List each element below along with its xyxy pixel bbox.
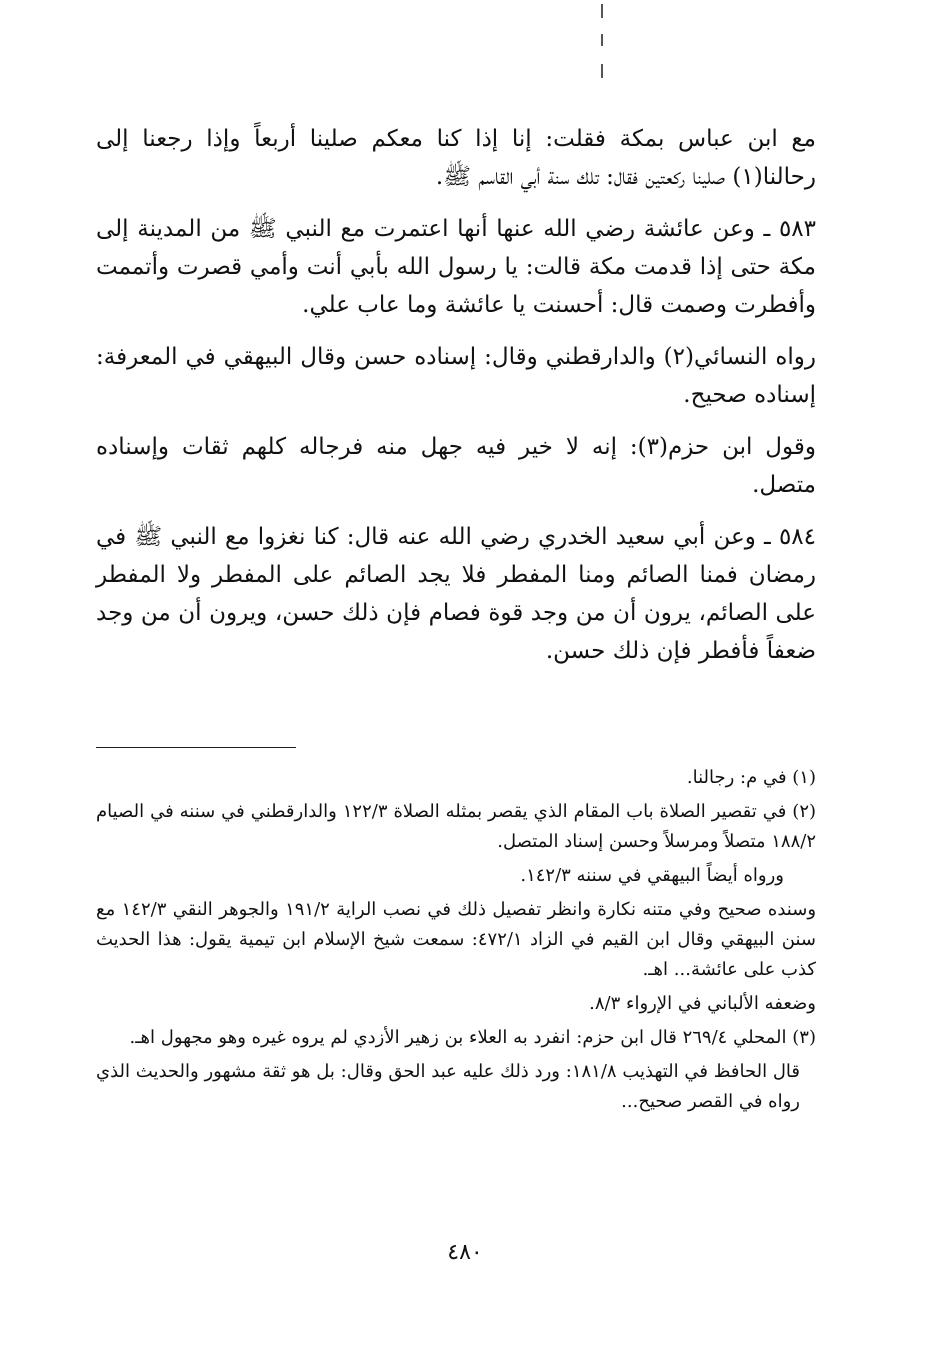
scan-speck-top: [601, 64, 603, 78]
body-paragraph-583: ٥٨٣ ـ وعن عائشة رضي الله عنها أنها اعتمرت مع النبي ﷺ من المدينة إلى مكة حتى إذا قدمت مكة قالت: يا رسول الله بأبي أنت وأمي قصرت وأتممت وأفطرت وصمت قال: أحسنت يا عائشة وما عاب علي.: [96, 216, 816, 318]
body-paragraph-584: ٥٨٤ ـ وعن أبي سعيد الخدري رضي الله عنه قال: كنا نغزوا مع النبي ﷺ في رمضان فمنا الصائم ومنا المفطر فلا يجد الصائم على المفطر ولا المفطر على الصائم، يرون أن من وجد قوة فصام فإن ذلك حسن، ويرون أن من وجد ضعفاً فأفطر فإن ذلك حسن.: [96, 524, 816, 664]
footnote-2-continuation: ورواه أيضاً البيهقي في سننه ١٤٢/٣.: [520, 865, 784, 886]
footnote-3-note: قال الحافظ في التهذيب ١٨١/٨: ورد ذلك عليه عبد الحق وقال: بل هو ثقة مشهور والحديث الذي رواه في القصر صحيح...: [96, 1061, 800, 1112]
footnote-2-note: وسنده صحيح وفي متنه نكارة وانظر تفصيل ذلك في نصب الراية ١٩١/٢ والجوهر النقي ١٤٢/٣ مع سنن البيهقي وقال ابن القيم في الزاد ٤٧٢/١: سمعت شيخ الإسلام ابن تيمية يقول: هذا الحديث كذب على عائشة... اهـ.: [96, 899, 817, 980]
scan-speck-top: [601, 4, 603, 18]
footnote-1: (١) في م: رجالنا.: [686, 767, 816, 788]
document-page: [96, 120, 817, 1112]
body-paragraph-1: مع ابن عباس بمكة فقلت: إنا إذا كنا معكم صلينا أربعاً وإذا رجعنا إلى رحالنا(١) صلينا ركعتين فقال: تلك سنة أبي القاسم ﷺ.: [96, 126, 816, 190]
footnotes: [96, 763, 816, 1121]
footnote-2: (٢) في تقصير الصلاة باب المقام الذي يقصر بمثله الصلاة ١٢٢/٣ والدارقطني في سننه في الصيام ١٨٨/٢ متصلاً ومرسلاً وحسن إسناد المتصل.: [96, 801, 817, 852]
footnote-3: (٣) المحلي ٢٦٩/٤ قال ابن حزم: انفرد به العلاء بن زهير الأزدي لم يروه غيره وهو مجهول اهـ.: [129, 1027, 816, 1048]
scan-speck-top: [601, 34, 603, 46]
body-paragraph-narration: رواه النسائي(٢) والدارقطني وقال: إسناده حسن وقال البيهقي في المعرفة: إسناده صحيح.: [96, 344, 817, 408]
footnote-2-note: وضعفه الألباني في الإرواء ٨/٣.: [589, 993, 816, 1014]
page-number: ٤٨٠: [447, 1240, 483, 1265]
body-paragraph-ibn-hazm: وقول ابن حزم(٣): إنه لا خير فيه جهل منه فرجاله كلهم ثقات وإسناده متصل.: [96, 434, 816, 498]
footnote-divider: [96, 747, 296, 748]
